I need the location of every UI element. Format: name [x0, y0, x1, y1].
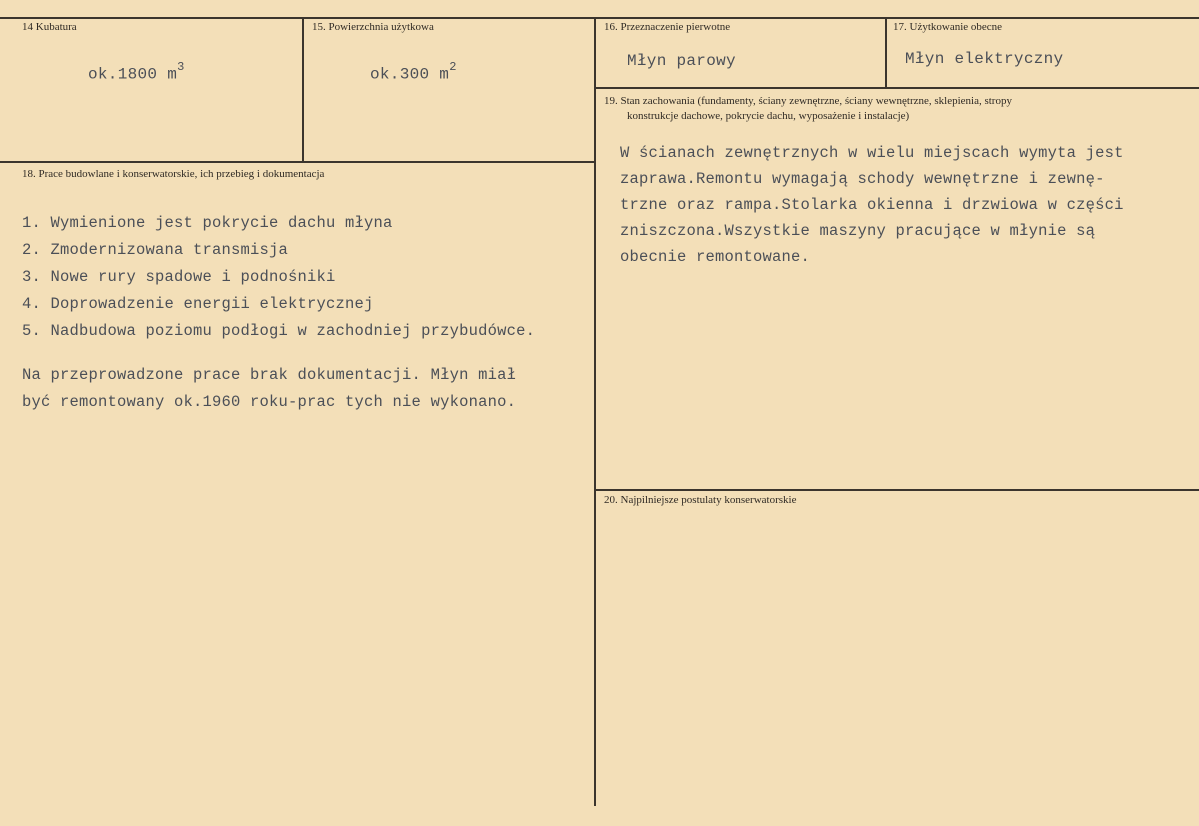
field-19-label-line2: konstrukcje dachowe, pokrycie dachu, wyposażenie i instalacje): [627, 110, 910, 122]
field-19-line: trzne oraz rampa.Stolarka okienna i drzwiowa w części: [620, 196, 1124, 214]
field-15-text: ok.300 m: [370, 65, 450, 84]
field-14-label: 14 Kubatura: [22, 21, 77, 33]
field-17-label: 17. Użytkowanie obecne: [893, 21, 1003, 33]
divider-14-15: [302, 17, 304, 161]
list-item: 1. Wymienione jest pokrycie dachu młyna: [22, 214, 393, 232]
field-19-line: W ścianach zewnętrznych w wielu miejscach wymyta jest: [620, 144, 1124, 162]
field-14-value: [88, 62, 185, 83]
list-item: 2. Zmodernizowana transmisja: [22, 241, 289, 259]
list-item: 4. Doprowadzenie energii elektrycznej: [22, 295, 374, 313]
field-20-label: 20. Najpilniejsze postulaty konserwatorskie: [604, 494, 797, 506]
note-line: być remontowany ok.1960 roku-prac tych nie wykonano.: [22, 393, 517, 411]
field-19-text: [620, 140, 1180, 270]
note-line: Na przeprowadzone prace brak dokumentacji. Młyn miał: [22, 366, 517, 384]
field-16-label: 16. Przeznaczenie pierwotne: [604, 21, 731, 33]
field-14-text: ok.1800 m: [88, 65, 178, 84]
divider-16-19: [596, 87, 1199, 89]
divider-left-right: [594, 17, 596, 806]
field-18-label: 18. Prace budowlane i konserwatorskie, ich przebieg i dokumentacja: [22, 168, 325, 180]
field-18-note: [22, 362, 516, 416]
field-14-exponent: 3: [177, 60, 185, 74]
divider-16-17: [885, 17, 887, 87]
field-15-value: [370, 62, 457, 83]
field-17-value: Młyn elektryczny: [905, 50, 1064, 68]
top-border: [0, 17, 1199, 19]
field-19-line: zaprawa.Remontu wymagają schody wewnętrzne i zewnę-: [620, 170, 1105, 188]
field-19-line: obecnie remontowane.: [620, 248, 811, 266]
field-16-value: Młyn parowy: [627, 52, 736, 70]
list-item: 3. Nowe rury spadowe i podnośniki: [22, 268, 336, 286]
divider-15-18: [0, 161, 596, 163]
list-item: 5. Nadbudowa poziomu podłogi w zachodniej przybudówce.: [22, 322, 536, 340]
divider-19-20: [596, 489, 1199, 491]
field-15-label: 15. Powierzchnia użytkowa: [312, 21, 434, 33]
field-19-label-line1: 19. Stan zachowania (fundamenty, ściany zewnętrzne, ściany wewnętrzne, sklepienia, stropy: [604, 95, 1012, 107]
field-15-exponent: 2: [449, 60, 457, 74]
field-18-list: [22, 210, 535, 345]
field-19-line: zniszczona.Wszystkie maszyny pracujące w młynie są: [620, 222, 1096, 240]
